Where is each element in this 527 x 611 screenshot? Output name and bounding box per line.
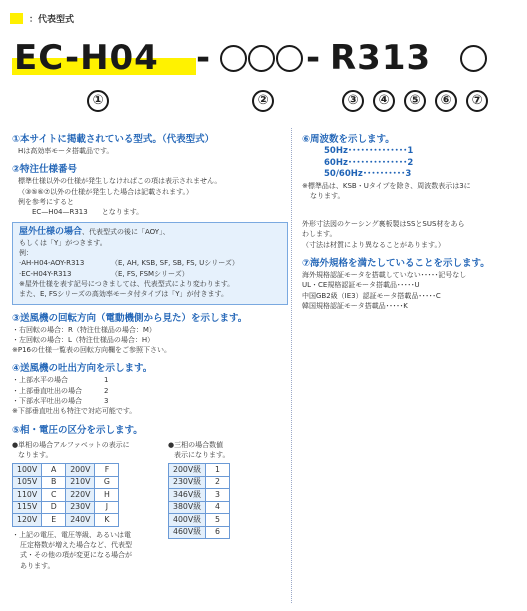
table-row	[169, 526, 230, 539]
table-row	[169, 489, 230, 502]
standard-line: 韓国規格認証モータ搭載品･････K	[302, 301, 408, 310]
table-cell: 100V	[13, 464, 42, 477]
table-cell: 240V	[66, 514, 95, 527]
outdoor-box-title: 屋外仕様の場合	[19, 227, 83, 238]
table-row	[13, 464, 119, 477]
three-phase-intro-2: 表示になります。	[174, 450, 230, 459]
note-line: ・上記の電圧、電圧等級、あるいは電	[12, 530, 131, 539]
three-phase-intro-1: ●三相の場合数値	[168, 440, 224, 449]
section-4-row-1	[12, 375, 288, 385]
single-phase-block	[12, 440, 162, 571]
section-3-line-3: ※P16の仕様一覧表の回転方向欄をご参照下さい。	[12, 346, 171, 355]
section-2-example: EC—H04—R313 となります。	[32, 208, 144, 217]
section-5-heading: ⑤相・電圧の区分を示します。	[12, 424, 143, 436]
note-line: 圧定格数が増えた場合など、代表型	[20, 541, 132, 550]
discharge-value: 1	[104, 376, 109, 385]
position-marker-6: ⑥	[435, 90, 457, 112]
section-7-heading: ⑦海外規格を満たしていることを示します。	[302, 257, 490, 269]
table-cell: 5	[206, 514, 230, 527]
section-4-row-2	[12, 386, 288, 396]
table-row	[169, 476, 230, 489]
legend-swatch	[10, 13, 23, 24]
table-cell: D	[42, 501, 66, 514]
column-divider	[291, 128, 292, 603]
example-1-model: ·AH-H04-AOY-R313	[19, 259, 85, 268]
table-row	[13, 476, 119, 489]
model-dash-1: -	[196, 38, 212, 78]
table-row	[169, 514, 230, 527]
single-phase-intro-2: なります。	[18, 450, 53, 459]
casing-line: 外形寸法図のケーシング裏板製はSSとSUS材をあら	[302, 220, 465, 229]
phase-voltage-block	[12, 440, 288, 571]
single-phase-intro-1: ●単相の場合アルファベットの表示に	[12, 440, 130, 449]
table-cell: 200V	[66, 464, 95, 477]
position-marker-7: ⑦	[466, 90, 488, 112]
three-phase-block	[168, 440, 230, 571]
table-row	[13, 514, 119, 527]
table-cell: 6	[206, 526, 230, 539]
placeholder-circle-1	[220, 45, 247, 72]
section-2-body-1: 標準仕様以外の仕様が発生しなければこの項は表示されません。	[18, 177, 222, 186]
section-4-heading: ④送風機の吐出方向を示します。	[12, 363, 153, 375]
section-1-body: Hは高効率モータ搭載品です。	[18, 147, 114, 155]
section-2-heading: ②特注仕様番号	[12, 164, 78, 176]
table-cell: 120V	[13, 514, 42, 527]
section-3-line-1: ・右回転の場合：R（特注仕様品の場合：M）	[12, 325, 156, 334]
section-4-note: ※下部垂直吐出も特注で対応可能です。	[12, 407, 137, 416]
casing-line: （寸法は材質により異なることがあります。）	[302, 240, 445, 249]
table-row	[13, 501, 119, 514]
three-phase-table	[168, 463, 230, 539]
outdoor-box-example-2	[19, 269, 281, 279]
example-2-note: （E, FS, FSMシリーズ）	[111, 269, 189, 278]
position-marker-2: ②	[252, 90, 274, 112]
casing-line: わします。	[302, 230, 337, 239]
placeholder-circle-2	[248, 45, 275, 72]
outdoor-box-note-1: ※屋外仕様を表す記号につきましては、代表型式により変わります。	[19, 279, 235, 288]
left-column	[12, 133, 288, 571]
position-marker-1: ①	[87, 90, 109, 112]
section-2-body-2: （③⑤⑥⑦以外の仕様が発生した場合は記載されます。）	[18, 187, 194, 196]
frequency-50-60hz: 50/60Hz･･････････3	[324, 169, 412, 179]
discharge-value: 3	[104, 397, 109, 406]
table-cell: 400V級	[169, 514, 206, 527]
table-cell: C	[42, 489, 66, 502]
section-6-heading: ⑥周波数を示します。	[302, 134, 395, 145]
discharge-value: 2	[104, 386, 109, 395]
legend-label: ：代表型式	[29, 15, 75, 25]
outdoor-box-example-label: 例：	[19, 249, 33, 258]
placeholder-circle-7	[460, 45, 487, 72]
legend	[10, 12, 74, 25]
table-row	[169, 501, 230, 514]
placeholder-circle-3	[276, 45, 303, 72]
table-cell: 110V	[13, 489, 42, 502]
outdoor-box-line-2: もしくは「Y」がつきます。	[19, 238, 107, 247]
table-cell: E	[42, 514, 66, 527]
outdoor-box-example-1	[19, 258, 281, 268]
table-cell: 230V	[66, 501, 95, 514]
table-cell: 200V級	[169, 464, 206, 477]
standard-line: UL・CE規格認証モータ搭載品･････U	[302, 281, 420, 290]
table-cell: K	[95, 514, 119, 527]
outdoor-spec-box	[12, 222, 288, 304]
example-1-note: （E, AH, KSB, SF, SB, FS, Uシリーズ）	[111, 259, 239, 268]
voltage-change-note	[12, 530, 162, 571]
discharge-label: ・下部水平吐出の場合	[12, 397, 82, 406]
table-cell: A	[42, 464, 66, 477]
outdoor-box-note-2: また、E, FSシリーズの高効率モータ付タイプは「Y」が付きます。	[19, 290, 228, 299]
discharge-label: ・上部垂直吐出の場合	[12, 386, 82, 395]
casing-note	[302, 219, 518, 250]
outdoor-box-title-tail: 、代表型式の後に「AOY」、	[82, 228, 170, 237]
section-3-line-2: ・左回転の場合：L（特注仕様品の場合：H）	[12, 335, 155, 344]
position-marker-5: ⑤	[404, 90, 426, 112]
frequency-50hz: 50Hz･･････････････1	[324, 146, 414, 156]
section-3-heading: ③送風機の回転方向（電動機側から見た）を示します。	[12, 312, 248, 324]
model-dash-2: -	[306, 38, 322, 78]
example-2-model: ·EC-H04Y-R313	[19, 269, 72, 278]
table-cell: 4	[206, 501, 230, 514]
section-2-body-3: 例を参考にすると	[18, 197, 74, 206]
model-code-suffix: R313	[330, 38, 432, 78]
position-marker-4: ④	[373, 90, 395, 112]
frequency-60hz: 60Hz･･････････････2	[324, 157, 414, 168]
section-6-note-2: なります。	[310, 191, 345, 200]
right-column	[302, 133, 518, 311]
table-cell: 220V	[66, 489, 95, 502]
section-1-heading: ①本サイトに掲載されている型式。（代表型式）	[12, 134, 215, 145]
section-4-row-3	[12, 396, 288, 406]
standard-line: 海外規格認証モータを搭載していない･････記号なし	[302, 270, 467, 279]
table-cell: 1	[206, 464, 230, 477]
table-cell: F	[95, 464, 119, 477]
table-cell: 380V級	[169, 501, 206, 514]
table-cell: 210V	[66, 476, 95, 489]
standard-line: 中国GB2級（IE3）認証モータ搭載品･････C	[302, 291, 441, 300]
table-cell: 346V級	[169, 489, 206, 502]
table-row	[13, 489, 119, 502]
note-line: 式・その他の項が変更になる場合が	[20, 551, 132, 560]
single-phase-table	[12, 463, 119, 527]
note-line: あります。	[20, 561, 55, 570]
discharge-label: ・上部水平の場合	[12, 376, 68, 385]
table-cell: 460V級	[169, 526, 206, 539]
table-cell: 115V	[13, 501, 42, 514]
position-marker-3: ③	[342, 90, 364, 112]
table-cell: G	[95, 476, 119, 489]
table-cell: H	[95, 489, 119, 502]
table-row	[169, 464, 230, 477]
section-6-note-1: ※標準品は、KSB・Uタイプを除き、周波数表示は3に	[302, 181, 471, 190]
model-code	[12, 36, 522, 82]
table-cell: J	[95, 501, 119, 514]
table-cell: 105V	[13, 476, 42, 489]
table-cell: 230V級	[169, 476, 206, 489]
table-cell: 3	[206, 489, 230, 502]
table-cell: B	[42, 476, 66, 489]
model-prefix: EC-H04	[14, 38, 159, 78]
table-cell: 2	[206, 476, 230, 489]
